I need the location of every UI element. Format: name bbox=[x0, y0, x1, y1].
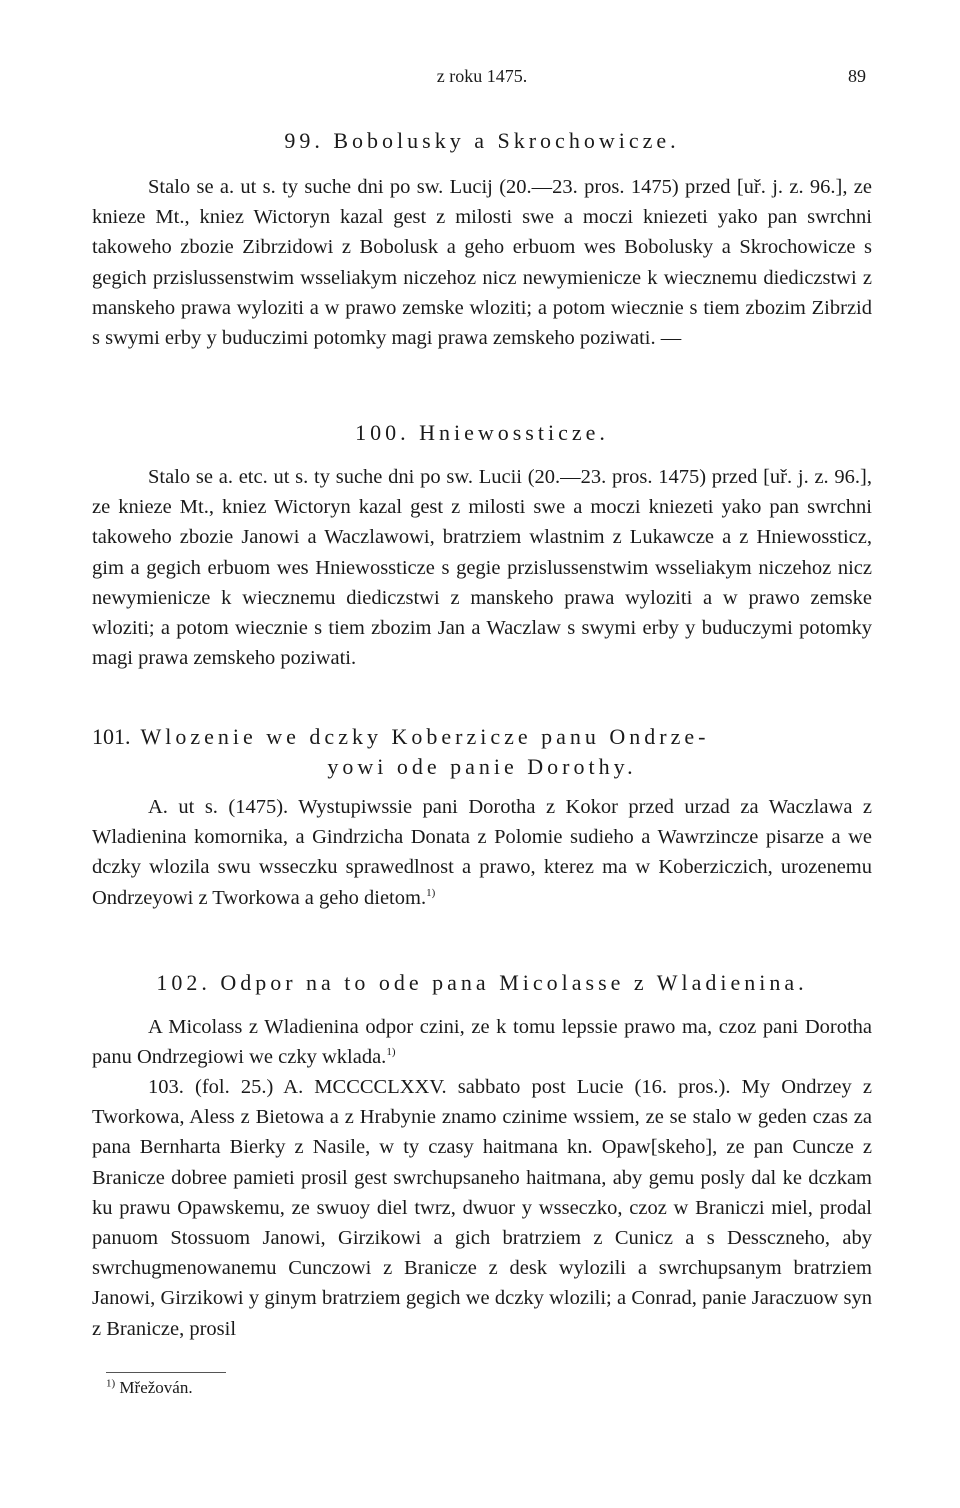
entry-heading-101 bbox=[92, 722, 872, 752]
entry-text-103: 103. (fol. 25.) A. MCCCCLXXV. sabbato post Lucie (16. pros.). My Ondrzey z Tworkowa, Aless z Bietowa a z Hrabynie znamo czinime wssiem, ze se stalo w geden czas za pana Bernharta Bierky z Nasile, w ty czasy haitmana kn. Opaw[skeho], ze pan Cuncze z Branicze dobree pamieti prosil gest swrchupsaneho haitmana, aby gemu posly dal ke dczkam ku prawu Opawskemu, ze swuoy diel twrz, dwuor y wsseczko, czoz w Braniczi miel, prodal panuom Stossuom Janowi, Girzikowi a gich bratrziem z Cunicz a s Dessczneho, aby swrchugmenowanemu Cunczowi z Branicze z desk wylozili a swrchupsanym bratrziem Janowi, Girzikowi y ginym bratrziem gegich we dczky wlozili; a Conrad, panie Jaraczuow syn z Branicze, prosil bbox=[92, 1076, 872, 1340]
entry-heading-99: 99. Bobolusky a Skrochowicze. bbox=[284, 128, 680, 153]
entry-heading-100: 100. Hniewossticze. bbox=[355, 420, 609, 445]
entry-text-99: Stalo se a. ut s. ty suche dni po sw. Lucij (20.—23. pros. 1475) przed [uř. j. z. 96.], ze knieze Mt., kniez Wictoryn kazal gest z milosti swe a moczi kniezeti yako pan swrchni takoweho zbozie Zibrzidowi z Bobolusk a geho erbuom wes Bobolusky a Skrochowicze s gegich przislussenstwim wsseliakym niczehoz nicz newymienicze k wiecznemu diediczstwi z manskeho prawa wyloziti a w prawo zemske wloziti; a potom wiecznie s tiem zbozim Zibrzid s swymi erby y buduczimi potomky magi prawa zemskeho poziwati. — bbox=[92, 176, 872, 350]
entry-heading-101-line2: yowi ode panie Dorothy. bbox=[327, 754, 637, 779]
footnote-mark: 1) bbox=[106, 1377, 116, 1390]
entry-number-101: 101. bbox=[92, 724, 131, 749]
footnote-divider bbox=[106, 1372, 226, 1373]
entry-text-101: A. ut s. (1475). Wystupiwssie pani Dorotha z Kokor przed urzad za Waczlawa z Wladienina komornika, a Gindrzicha Donata z Polomie sudieho a Wawrzincze pisarze a we dczky wlozila swu wsseczku sprawedlnost a prawo, kterez ma w Koberziczich, urozenemu Ondrzeyowi z Tworkowa a geho dietom. bbox=[92, 796, 872, 909]
entry-heading-101-line1: Wlozenie we dczky Koberzicze panu Ondrze- bbox=[140, 724, 710, 749]
page-number: 89 bbox=[848, 66, 866, 86]
footnote-text: Mřežován. bbox=[119, 1378, 193, 1397]
entry-text-101-block bbox=[92, 792, 872, 913]
entry-text-102: A Micolass z Wladienina odpor czini, ze k tomu lepssie prawo ma, czoz pani Dorotha panu Ondrzegiowi we czky wklada. bbox=[92, 1016, 872, 1069]
entry-heading-102: 102. Odpor na to ode pana Micolasse z Wladienina. bbox=[156, 970, 808, 995]
running-title: z roku 1475. bbox=[436, 66, 528, 86]
footnote-ref-101: 1) bbox=[426, 886, 436, 899]
footnote-ref-102: 1) bbox=[386, 1046, 396, 1059]
footnote bbox=[106, 1378, 193, 1398]
entry-text-102-block bbox=[92, 1012, 872, 1072]
entry-text-100: Stalo se a. etc. ut s. ty suche dni po sw. Lucii (20.—23. pros. 1475) przed [uř. j. z. 96.], ze knieze Mt., kniez Wictoryn kazal gest z milosti swe a moczi kniezeti yako pan swrchni takoweho zbozie Janowi a Waczlawowi, bratrziem wlastnim z Lukawcze a z Hniewossticz, gim a gegich erbuom wes Hniewossticze s gegie przislussenstwim wsseliakym niczehoz nicz newymienicze k wiecznemu diediczstwi z manskeho prawa wyloziti a w prawo zemske wloziti; a potom wiecznie s tiem zbozim Jan a Waczlaw s swymi erby y buduczymi potomky magi prawa zemskeho poziwati. bbox=[92, 466, 872, 670]
running-header bbox=[92, 66, 872, 92]
